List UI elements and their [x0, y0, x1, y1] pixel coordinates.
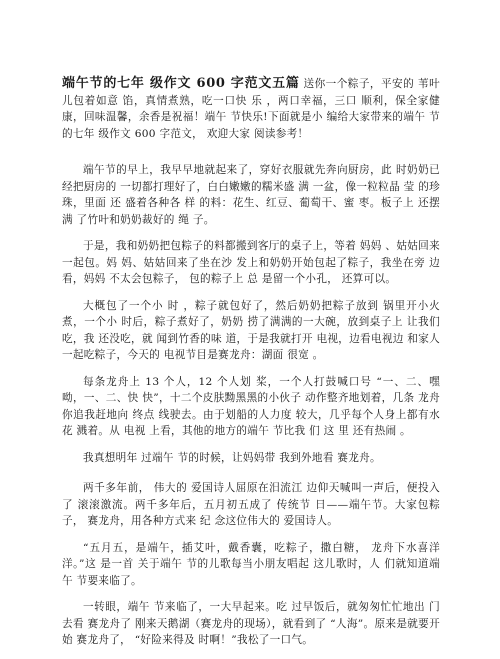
- article-body: [62, 162, 440, 659]
- paragraph: 我真想明年 过端午 节的时候，让妈妈带 我到外地看 赛龙舟。: [83, 451, 381, 464]
- paragraph: “五月五，是端午，插艾叶，戴香囊，吃粽子，撒白糖， 龙舟下水喜洋洋。”这 是一首 关于端午 节的儿歌每当小朋友唱起 这儿歌时，人 们就知道端午 节要来临了。: [62, 541, 440, 587]
- paragraph: 每条龙舟上 13 个人，12 个人划 桨，一个人打鼓喊口号 “一、二、嘿呦，一、二、快 快”，十二个皮肤黝黑黑的小伙子 动作整齐地划着，几条 龙舟你追我赶地向 终点 线驶去。由于划船的人力度 较大，几乎每个人身上都有水花 溅着。从 电视 上看，其他的地方的端午 节比我 们 这 里 还有热闹 。: [62, 375, 440, 437]
- article-intro: 送你一个粽子，平安的 苇叶儿包着如意 馅，真情煮熟，吃一口快 乐 ，两口幸福，三口 顺利，保全家健康，回味温馨，余香是祝福！端午 节快乐!下面就是小 编给大家带来的端午 节的七年 级作文 600 字范文， 欢迎大家 阅读参考！: [62, 78, 440, 140]
- paragraph: 一转眼，端午 节来临了，一大早起来。吃 过早饭后，就匆匆忙忙地出 门去看 赛龙舟了 刚来天鹅湖（赛龙舟的现场），就看到了 “人海”。原来是就要开始 赛龙舟了， “好险来得及 时啊！”我松了一口气。: [62, 601, 440, 646]
- paragraph: 端午节的早上，我早早地就起来了，穿好衣服就先奔向厨房，此 时奶奶已 经把厨房的 一切都打理好了，白白嫩嫩的糯米盛 满 一盆，像一粒粒晶 莹 的珍珠，里面 还 盛着各种各 样 的料：花生、红豆、葡萄干、蜜 枣。板子上 还摆满 了竹叶和奶奶裁好的 绳 子。: [62, 164, 440, 226]
- paragraph: 大概包了一个小 时 ，粽子就包好了，然后奶奶把粽子放到 锅里开小火煮，一个小 时后，粽子煮好了，奶奶 捞了满满的一大碗，放到桌子上 让我们吃，我 还没吃，就 闻到竹香的味 道，于是我就打开 电视，边看电视边 和家人一起吃粽子，今天的 电视节目是赛龙舟：湖面 很宽 。: [62, 299, 440, 361]
- paragraph: 于是，我和奶奶把包粽子的料都搬到客厅的桌子上，等着 妈妈 、姑姑回来一起包。妈 妈、姑姑回来了坐在沙 发上和奶奶开始包起了粽子，我坐在旁 边看，妈妈 不太会包粽子， 包的粽子上 总 是留一个小孔， 还算可以。: [62, 240, 440, 285]
- article-header: [62, 76, 440, 142]
- article-title: 端午节的七年 级作文 600 字范文五篇: [62, 76, 300, 91]
- paragraph: 两千多年前， 伟大的 爱国诗人屈原在汨流江 边仰天喊叫一声后，便投入了 滚滚激流。两千多年后，五月初五成了 传统节 日——端午节。大家包粽子， 赛龙舟，用各种方式来 纪 念这位伟大的 爱国诗人。: [62, 482, 440, 527]
